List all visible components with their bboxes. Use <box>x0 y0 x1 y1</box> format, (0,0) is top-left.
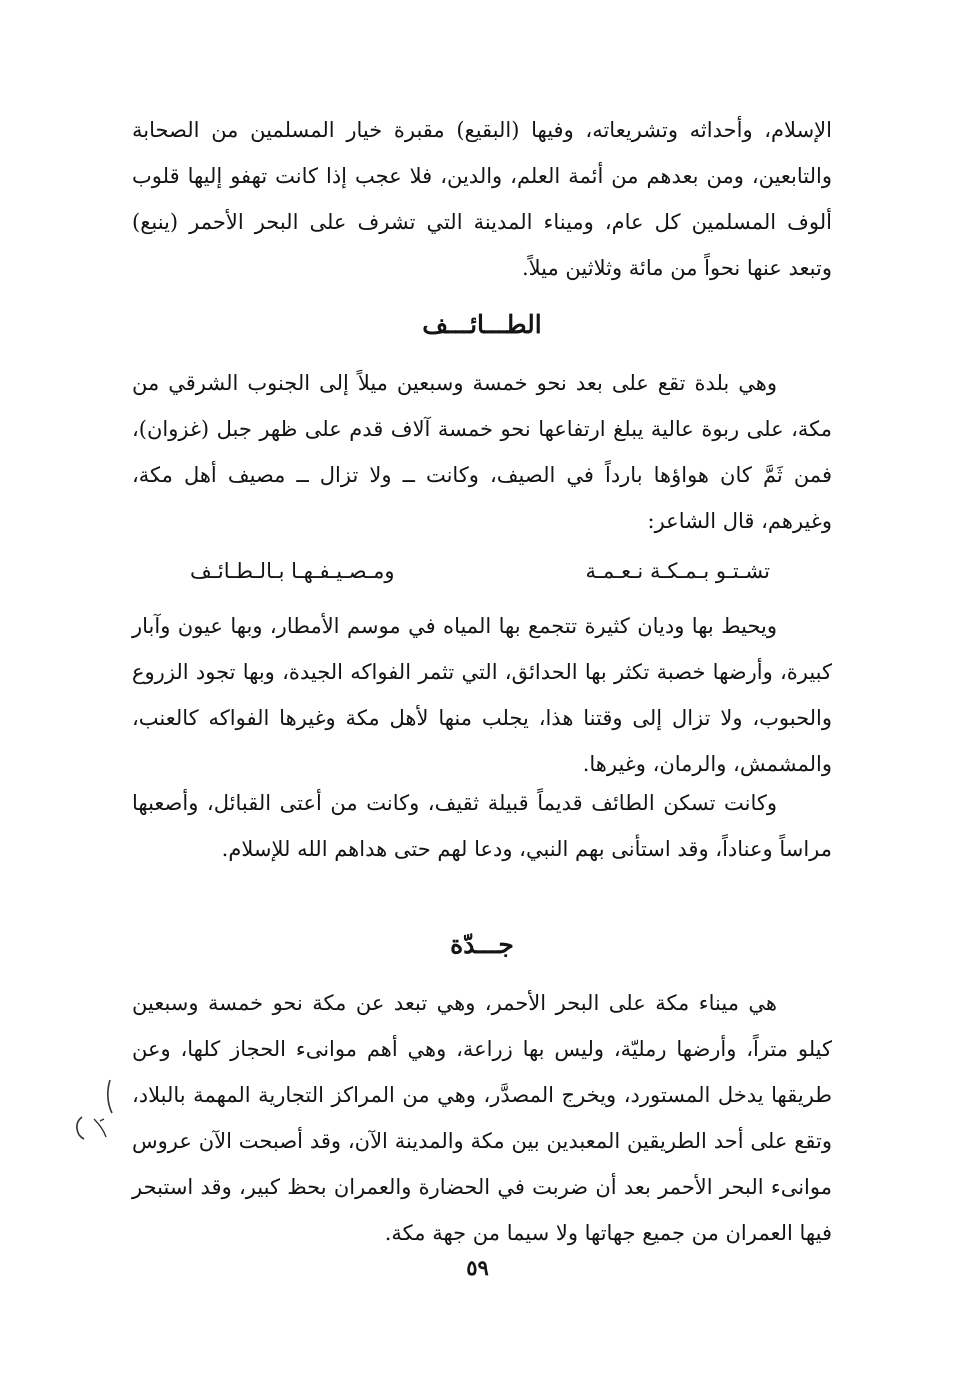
poem-first-hemistich: تشـتـو بـمـكـة نـعـمـة <box>585 559 770 583</box>
paragraph-islam-baqi: الإسلام، وأحداثه وتشريعاته، وفيها (البقيع) مقبرة خيار المسلمين من الصحابة والتابعين، ومن بعدهم من أئمة العلم، والدين، فلا عجب إذا كانت تهفو إليها قلوب ألوف المسلمين كل عام، وميناء المدينة التي تشرف على البحر الأحمر (ينبع) وتبعد عنها نحواً من مائة وثلاثين ميلاً. <box>132 118 832 280</box>
heading-taif: الطـــائـــف <box>422 310 542 339</box>
heading-jeddah: جـــدّة <box>450 930 514 959</box>
paragraph-taif-valleys: ويحيط بها وديان كثيرة تتجمع بها المياه في موسم الأمطار، وبها عيون وآبار كبيرة، وأرضها خصبة تكثر بها الحدائق، التي تثمر الفواكه الجيدة، وبها تجود الزروع والحبوب، ولا تزال إلى وقتنا هذا، يجلب منها لأهل مكة وغيرها الفواكه كالعنب، والمشمش، والرمان، وغيرها. <box>132 614 832 776</box>
paragraph-taif-thaqif: وكانت تسكن الطائف قديماً قبيلة ثقيف، وكانت من أعتى القبائل، وأصعبها مراساً وعناداً، وقد استأنى بهم النبي، ودعا لهم حتى هداهم الله للإسلام. <box>132 791 832 861</box>
paragraph-taif-location: وهي بلدة تقع على بعد نحو خمسة وسبعين ميلاً إلى الجنوب الشرقي من مكة، على ربوة عالية يبلغ ارتفاعها نحو خمسة آلاف قدم على ظهر جبل (غزوان)، فمن ثَمَّ كان هواؤها بارداً في الصيف، وكانت ــ ولا تزال ــ مصيف أهل مكة، وغيرهم، قال الشاعر: <box>132 371 832 533</box>
poem-second-hemistich: ومـصـيـفـهـا بـالـطـائـف <box>190 559 395 583</box>
poem-verse <box>190 551 770 591</box>
page-number: ٥٩ <box>466 1255 489 1280</box>
paragraph-jeddah: هي ميناء مكة على البحر الأحمر، وهي تبعد عن مكة نحو خمسة وسبعين كيلو متراً، وأرضها رمليّة، وليس بها زراعة، وهي أهم موانىء الحجاز كلها، وعن طريقها يدخل المستورد، ويخرج المصدَّر، وهي من المراكز التجارية المهمة بالبلاد، وتقع على أحد الطريقين المعبدين بين مكة والمدينة الآن، وقد أصبحت الآن عروس موانىء البحر الأحمر بعد أن ضربت في الحضارة والعمران بحظ كبير، وقد استبحر فيها العمران من جميع جهاتها ولا سيما من جهة مكة. <box>132 991 832 1245</box>
handwritten-margin-mark-icon <box>70 1075 120 1150</box>
